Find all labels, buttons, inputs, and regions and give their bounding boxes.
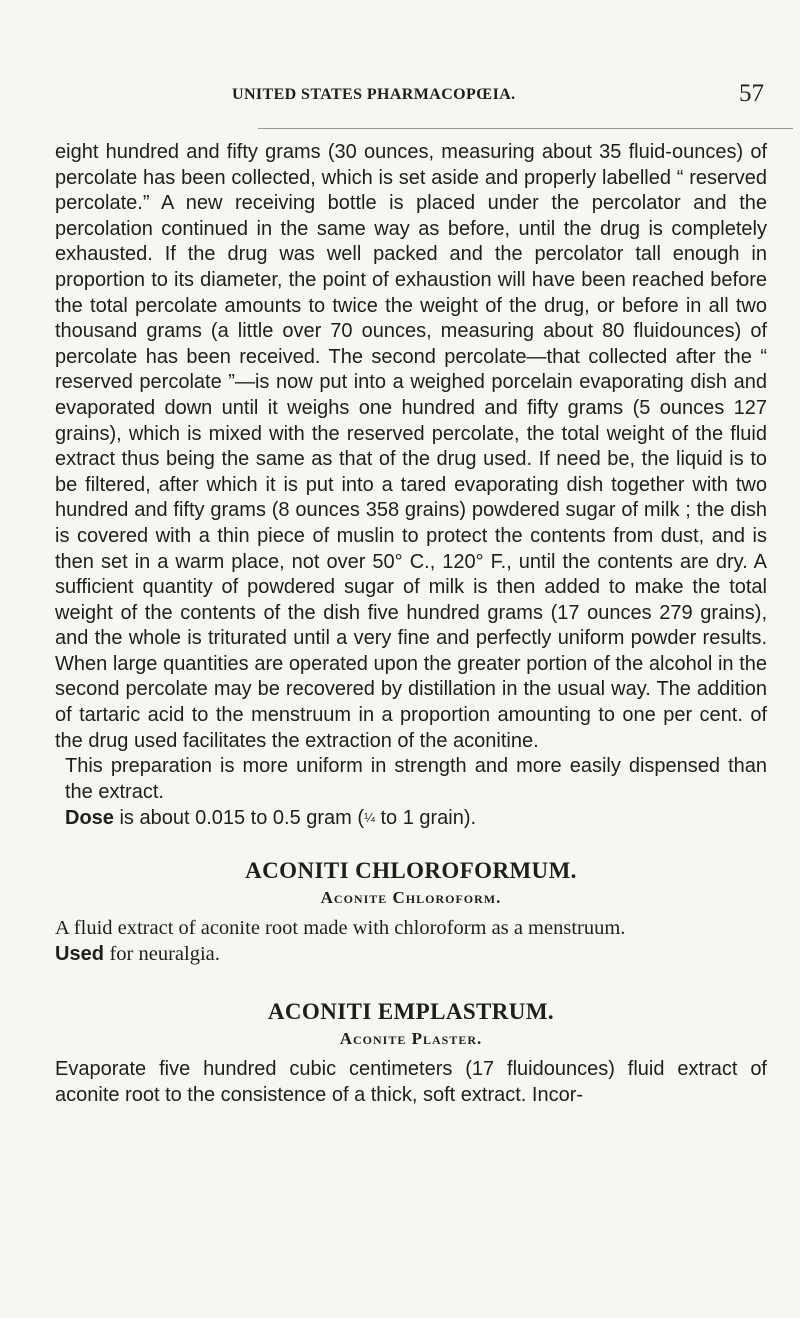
page-header [232,80,764,112]
running-title: UNITED STATES PHARMACOPŒIA. [232,86,516,103]
dose-label: Dose [65,807,114,830]
preparation-note: This preparation is more uniform in strength and more easily dispensed than the extract. [65,755,767,803]
section-title-aconiti-chloroformum: ACONITI CHLOROFORMUM. [245,858,577,884]
dose-fraction: ¼ [364,810,375,826]
section-subtitle-aconite-plaster: Aconite Plaster. [339,1029,483,1049]
dose-paragraph [55,805,767,832]
used-paragraph [55,942,767,968]
plaster-paragraph: Evaporate five hundred cubic centimeters (17 fluidounces) fluid extract of aconite root to the consistence of a thick, soft extract. Incor- [55,1058,767,1106]
dose-text-end: to 1 grain). [374,807,477,830]
used-text: for neuralgia. [109,942,220,965]
used-label: Used [55,942,104,965]
continuation-paragraph: eight hundred and fifty grams (30 ounces, measuring about 35 fluid-ounces) of percolate has been collected, which is set aside and properly labelled “ reserved percolate.” A new receiving bottle is placed under the percolator and the percolation continued in the same way as before, until the drug is completely exhausted. If the drug was well packed and the percolator tall enough in proportion to its diameter, the point of exhaustion will have been reached before the total percolate amounts to twice the weight of the drug, or before in all two thousand grams (a little over 70 ounces, measuring about 80 fluidounces) of percolate has been received. The second percolate—that collected after the “ reserved percolate ”—is now put into a weighed porcelain evaporating dish and evaporated down until it weighs one hundred and fifty grams (5 ounces 127 grains), which is mixed with the reserved percolate, the total weight of the fluid extract thus being the same as that of the drug used. If need be, the liquid is to be filtered, after which it is put into a tared evaporating dish together with two hundred and fifty grams (8 ounces 358 grains) powdered sugar of milk ; the dish is covered with a thin piece of muslin to protect the contents from dust, and is then set in a warm place, not over 50° C., 120° F., until the contents are dry. A sufficient quantity of powdered sugar of milk is then added to make the total weight of the contents of the dish five hundred grams (17 ounces 279 grains), and the whole is triturated until a very fine and perfectly uniform powder results. When large quantities are operated upon the greater portion of the alcohol in the second percolate may be recovered by distillation in the usual way. The addition of tartaric acid to the menstruum in a proportion amounting to one per cent. of the drug used facilitates the extraction of the aconitine. [55,141,767,752]
page-number: 57 [739,80,764,107]
header-rule [258,128,793,129]
chloroform-paragraph: A fluid extract of aconite root made with chloroform as a menstruum. [55,917,626,940]
section-subtitle-aconite-chloroform: Aconite Chloroform. [320,888,502,908]
dose-text: is about 0.015 to 0.5 gram ( [119,807,365,830]
section-title-aconiti-emplastrum: ACONITI EMPLASTRUM. [267,999,555,1025]
body-text [55,140,767,1108]
